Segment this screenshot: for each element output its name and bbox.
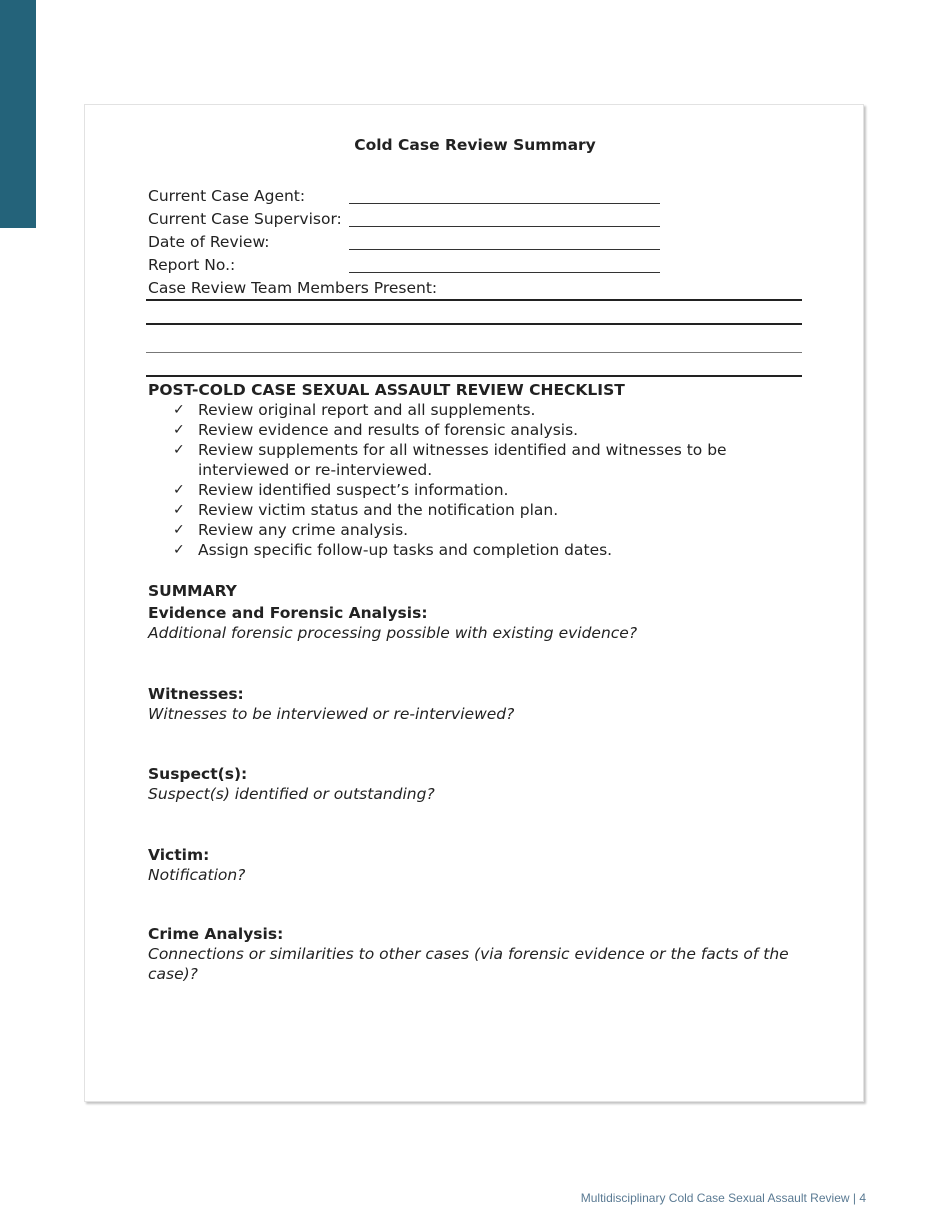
field-line-case-supervisor[interactable] bbox=[349, 226, 660, 227]
summary-section-heading: Evidence and Forensic Analysis: bbox=[148, 604, 428, 622]
summary-section-heading: Suspect(s): bbox=[148, 765, 248, 783]
side-accent-bar bbox=[0, 0, 36, 228]
field-label-case-supervisor: Current Case Supervisor: bbox=[148, 210, 342, 228]
checklist-item: Review original report and all supplements. bbox=[198, 401, 536, 419]
field-label-report-no: Report No.: bbox=[148, 256, 236, 274]
check-icon: ✓ bbox=[173, 482, 185, 498]
summary-section-prompt: Witnesses to be interviewed or re-interviewed? bbox=[148, 705, 515, 723]
page-footer: Multidisciplinary Cold Case Sexual Assault Review | 4 bbox=[580, 1191, 866, 1205]
team-member-line-2[interactable] bbox=[146, 323, 802, 325]
summary-section-prompt: Notification? bbox=[148, 866, 246, 884]
checklist-item: Assign specific follow-up tasks and completion dates. bbox=[198, 541, 613, 559]
summary-section-heading: Victim: bbox=[148, 846, 210, 864]
summary-section-prompt: Additional forensic processing possible with existing evidence? bbox=[148, 624, 638, 642]
summary-section-heading: Witnesses: bbox=[148, 685, 244, 703]
checklist-item: Review victim status and the notification plan. bbox=[198, 501, 559, 519]
check-icon: ✓ bbox=[173, 402, 185, 418]
check-icon: ✓ bbox=[173, 422, 185, 438]
summary-section-prompt: Connections or similarities to other cases (via forensic evidence or the facts of the case)? bbox=[148, 945, 789, 983]
field-line-case-agent[interactable] bbox=[349, 203, 660, 204]
team-member-line-3[interactable] bbox=[146, 352, 802, 353]
field-label-date-of-review: Date of Review: bbox=[148, 233, 270, 251]
summary-section-heading: Crime Analysis: bbox=[148, 925, 284, 943]
document-title: Cold Case Review Summary bbox=[354, 136, 596, 154]
field-line-report-no[interactable] bbox=[349, 272, 660, 273]
checklist-item: Review supplements for all witnesses identified and witnesses to be interviewed or re-interviewed. bbox=[198, 441, 727, 479]
checklist-heading: POST-COLD CASE SEXUAL ASSAULT REVIEW CHECKLIST bbox=[148, 381, 625, 399]
field-label-case-agent: Current Case Agent: bbox=[148, 187, 306, 205]
team-members-label: Case Review Team Members Present: bbox=[148, 279, 438, 297]
check-icon: ✓ bbox=[173, 502, 185, 518]
checklist-item: Review evidence and results of forensic analysis. bbox=[198, 421, 579, 439]
check-icon: ✓ bbox=[173, 442, 185, 458]
check-icon: ✓ bbox=[173, 542, 185, 558]
checklist-item: Review identified suspect’s information. bbox=[198, 481, 509, 499]
team-member-line-4[interactable] bbox=[146, 375, 802, 377]
check-icon: ✓ bbox=[173, 522, 185, 538]
summary-heading: SUMMARY bbox=[148, 582, 237, 600]
summary-section-prompt: Suspect(s) identified or outstanding? bbox=[148, 785, 435, 803]
checklist-item: Review any crime analysis. bbox=[198, 521, 409, 539]
field-line-date-of-review[interactable] bbox=[349, 249, 660, 250]
team-member-line-1[interactable] bbox=[146, 299, 802, 301]
